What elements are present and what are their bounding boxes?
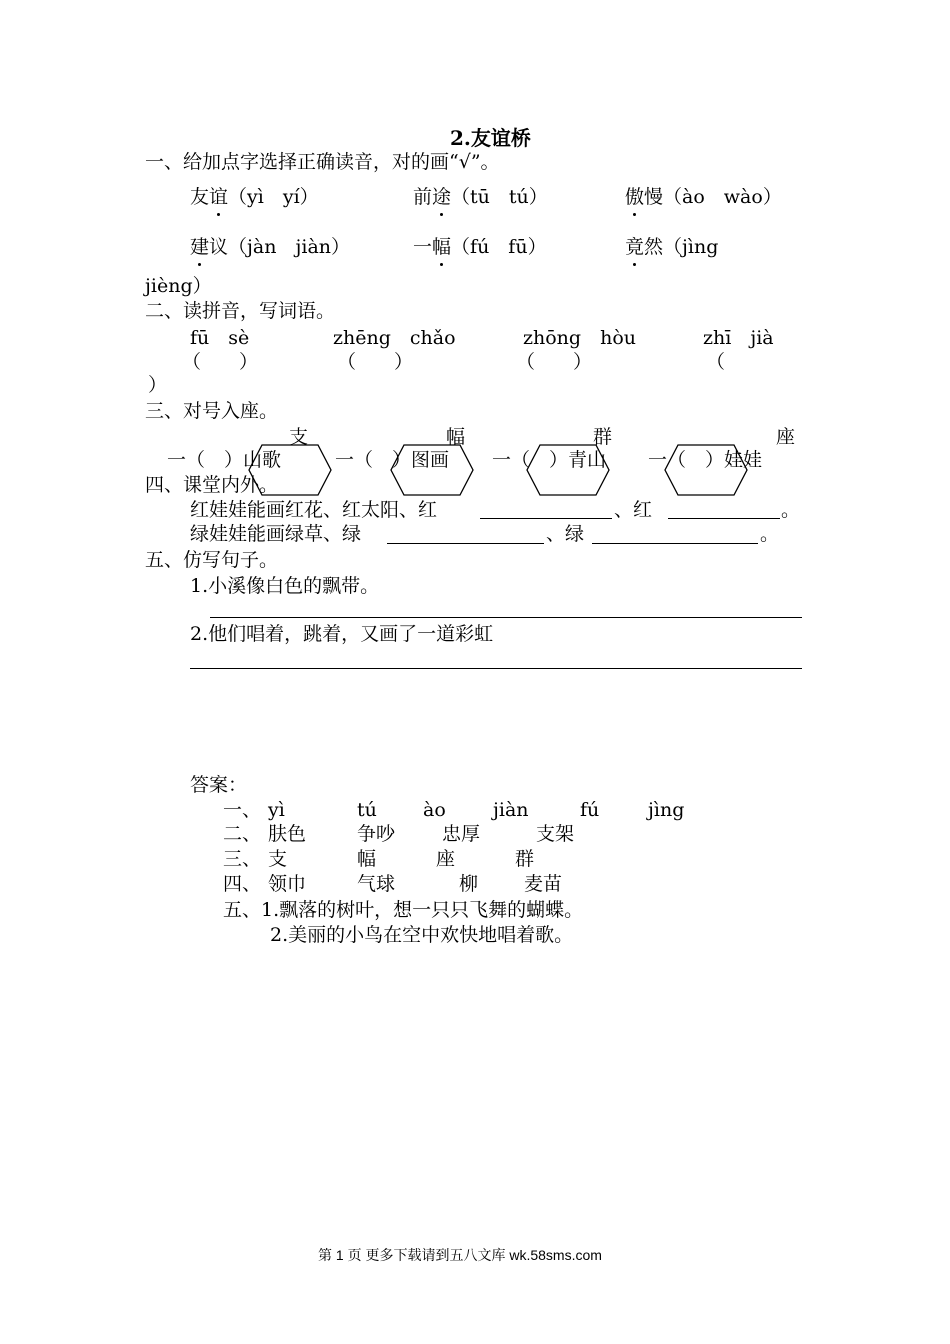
section1-heading: 一、给加点字选择正确读音，对的画“√”。 [145, 151, 500, 173]
blank-3: （ ） [516, 351, 593, 373]
answer-1-4: jiàn [493, 799, 529, 821]
section2-heading: 二、读拼音，写词语。 [145, 300, 336, 322]
choice-1: 支 [289, 426, 309, 448]
answer-line [480, 518, 612, 519]
answer-3-1: 支 [268, 848, 288, 870]
answer-line [668, 518, 780, 519]
answer-label-3: 三、 [223, 848, 262, 870]
s1-overflow: jièng） [145, 275, 212, 297]
pinyin-4: zhī jià [703, 327, 774, 349]
answer-5-2: 2.美丽的小鸟在空中欢快地唱着歌。 [270, 924, 574, 946]
s1-item-6: 竟然（jìng [625, 236, 719, 258]
section3-heading: 三、对号入座。 [145, 400, 279, 422]
answer-line [592, 543, 758, 544]
answer-5-1: 五、1.飘落的树叶，想一只只飞舞的蝴蝶。 [223, 899, 584, 921]
answer-1-2: tú [357, 799, 377, 821]
s2-overflow: ） [148, 374, 168, 396]
answers-heading: 答案： [190, 774, 248, 796]
answer-1-6: jìng [648, 799, 685, 821]
measure-item-1: 一（ ）山歌 [167, 449, 282, 471]
section4-heading: 四、课堂内外。 [145, 474, 279, 496]
s1-item-3: 傲慢（ào wào） [625, 186, 782, 208]
s4-line2-end: 。 [760, 523, 780, 545]
section5-heading: 五、仿写句子。 [145, 549, 279, 571]
s4-line2-a: 绿娃娃能画绿草、绿 [190, 523, 362, 545]
s5-sentence-1: 1.小溪像白色的飘带。 [190, 575, 380, 597]
answer-3-4: 群 [515, 848, 535, 870]
measure-item-4: 一（ ）娃娃 [648, 449, 763, 471]
pinyin-2: zhēng chǎo [333, 327, 456, 349]
blank-2: （ ） [337, 351, 414, 373]
pinyin-1: fū sè [190, 327, 250, 349]
answer-4-2: 气球 [357, 873, 396, 895]
s1-item-2: 前途（tū tú） [413, 186, 548, 208]
s1-item-4: 建议（jàn jiàn） [190, 236, 351, 258]
s4-line2-b: 、绿 [546, 523, 585, 545]
page-title: 2.友谊桥 [450, 126, 531, 150]
answer-1-1: yì [268, 799, 285, 821]
answer-2-1: 肤色 [268, 823, 307, 845]
answer-line [387, 543, 544, 544]
pinyin-3: zhōng hòu [523, 327, 636, 349]
blank-4: （ [706, 351, 726, 373]
answer-2-4: 支架 [536, 823, 575, 845]
answer-label-2: 二、 [223, 823, 262, 845]
answer-label-1: 一、 [223, 799, 262, 821]
page-footer: 第 1 页 更多下载请到五八文库 wk.58sms.com [318, 1247, 602, 1263]
choice-3: 群 [593, 426, 613, 448]
answer-1-3: ào [423, 799, 446, 821]
answer-2-3: 忠厚 [442, 823, 481, 845]
s1-item-5: 一幅（fú fū） [413, 236, 547, 258]
s5-sentence-2: 2.他们唱着，跳着，又画了一道彩虹 [190, 623, 494, 645]
answer-3-2: 幅 [357, 848, 377, 870]
s4-line1-end: 。 [781, 499, 801, 521]
measure-item-3: 一（ ）青山 [492, 449, 607, 471]
answer-1-5: fú [580, 799, 600, 821]
answer-3-3: 座 [436, 848, 456, 870]
answer-4-3: 柳 [459, 873, 479, 895]
choice-4: 座 [776, 426, 796, 448]
answer-label-4: 四、 [223, 873, 262, 895]
s1-item-1: 友谊（yì yí） [190, 186, 319, 208]
answer-4-1: 领巾 [268, 873, 307, 895]
blank-1: （ ） [182, 351, 259, 373]
s4-line1-b: 、红 [614, 499, 653, 521]
s4-line1-a: 红娃娃能画红花、红太阳、红 [190, 499, 438, 521]
choice-2: 幅 [446, 426, 466, 448]
measure-item-2: 一（ ）图画 [335, 449, 450, 471]
answer-line [190, 668, 802, 669]
answer-line [210, 617, 802, 618]
answer-4-4: 麦苗 [524, 873, 563, 895]
answer-2-2: 争吵 [357, 823, 396, 845]
